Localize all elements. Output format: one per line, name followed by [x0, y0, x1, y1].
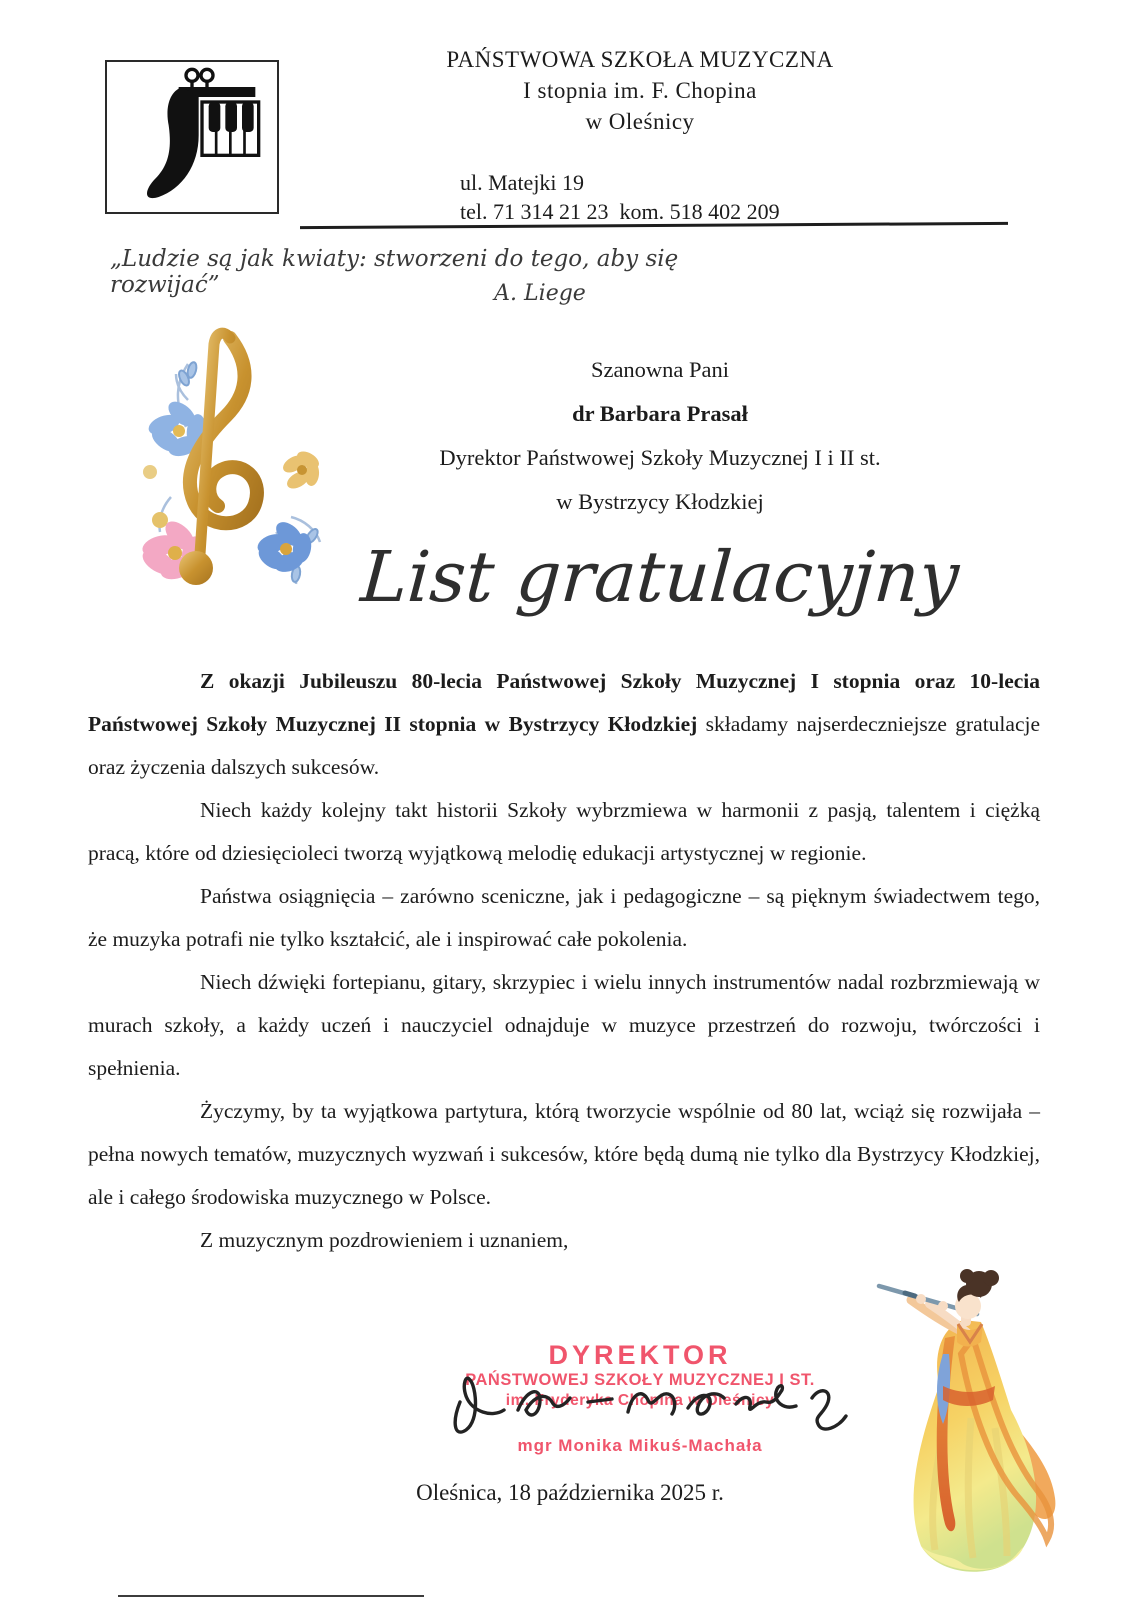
school-line3: w Oleśnicy: [585, 109, 695, 134]
closing-line: Z muzycznym pozdrowieniem i uznaniem,: [200, 1228, 569, 1252]
stamp-line4: mgr Monika Mikuś-Machała: [517, 1436, 763, 1455]
recipient-title-line2: w Bystrzycy Kłodzkiej: [556, 489, 764, 514]
flute-player-illustration: [855, 1258, 1070, 1588]
bottom-scan-line: [118, 1595, 424, 1597]
motto-author: A. Liege: [494, 281, 586, 306]
school-header: [400, 44, 880, 137]
paragraph-5: Życzymy, by ta wyjątkowa partytura, którą tworzycie wspólnie od 80 lat, wciąż się rozwijała – pełna nowych tematów, muzycznych wyzwań i sukcesów, które będą dumą nie tylko dla Bystrzycy Kłodzkiej, ale i całego środowiska muzycznego w Polsce.: [88, 1099, 1040, 1209]
recipient-name: dr Barbara Prasał: [572, 401, 748, 426]
address-phone: tel. 71 314 21 23 kom. 518 402 209: [460, 199, 780, 224]
date-place-line: Oleśnica, 18 października 2025 r.: [416, 1480, 724, 1505]
stamp-line3: im. Fryderyka Chopina w Oleśnicy: [505, 1392, 775, 1409]
paragraph-1: [88, 660, 1040, 789]
school-name: PAŃSTWOWA SZKOŁA MUZYCZNA: [446, 47, 834, 72]
motto-quote: „Ludzie są jak kwiaty: stworzeni do tego, aby się rozwijać”: [110, 246, 679, 298]
signature-icon: [440, 1358, 860, 1448]
paragraph-1-rest: składamy najserdeczniejsze gratulacje oraz życzenia dalszych sukcesów.: [88, 712, 1041, 779]
handwritten-signature: [440, 1358, 860, 1448]
letter-title: List gratulacyjny: [358, 536, 962, 618]
school-line2: I stopnia im. F. Chopina: [523, 78, 757, 103]
paragraph-4: Niech dźwięki fortepianu, gitary, skrzypiec i wielu innych instrumentów nadal rozbrzmiewają w murach szkoły, a każdy uczeń i nauczyciel odnajduje w muzyce przestrzeń do rozwoju, twórczości i spełnienia.: [88, 970, 1040, 1080]
paragraph-2: Niech każdy kolejny takt historii Szkoły wybrzmiewa w harmonii z pasją, talentem i ciężką pracą, które od dziesięcioleci tworzą wyjątkową melodię edukacji artystycznej w regionie.: [88, 798, 1040, 865]
piano-clef-logo-icon: [107, 62, 277, 212]
flutist-icon: [855, 1258, 1070, 1588]
paragraph-3: Państwa osiągnięcia – zarówno sceniczne, jak i pedagogiczne – są pięknym świadectwem tego, że muzyka potrafi nie tylko kształcić, ale i inspirować całe pokolenia.: [88, 884, 1040, 951]
stamp-line2: PAŃSTWOWEJ SZKOŁY MUZYCZNEJ I ST.: [465, 1371, 815, 1389]
recipient-title-line1: Dyrektor Państwowej Szkoły Muzycznej I i II st.: [439, 445, 881, 470]
recipient-salutation: Szanowna Pani: [590, 357, 730, 382]
stamp-line1: DYREKTOR: [548, 1340, 732, 1370]
yellow-bud: [143, 465, 168, 528]
gold-flower: [280, 448, 322, 492]
letter-body: [88, 660, 1040, 1262]
school-logo-icon: [105, 60, 279, 214]
school-address: [460, 168, 780, 226]
recipient-block: [370, 348, 950, 524]
address-street: ul. Matejki 19: [460, 170, 585, 195]
paragraph-1-bold: Z okazji Jubileuszu 80-lecia Państwowej Szkoły Muzycznej I stopnia oraz 10-lecia Państwowej Szkoły Muzycznej II stopnia w Bystrzycy Kłodzkiej: [88, 669, 1040, 736]
